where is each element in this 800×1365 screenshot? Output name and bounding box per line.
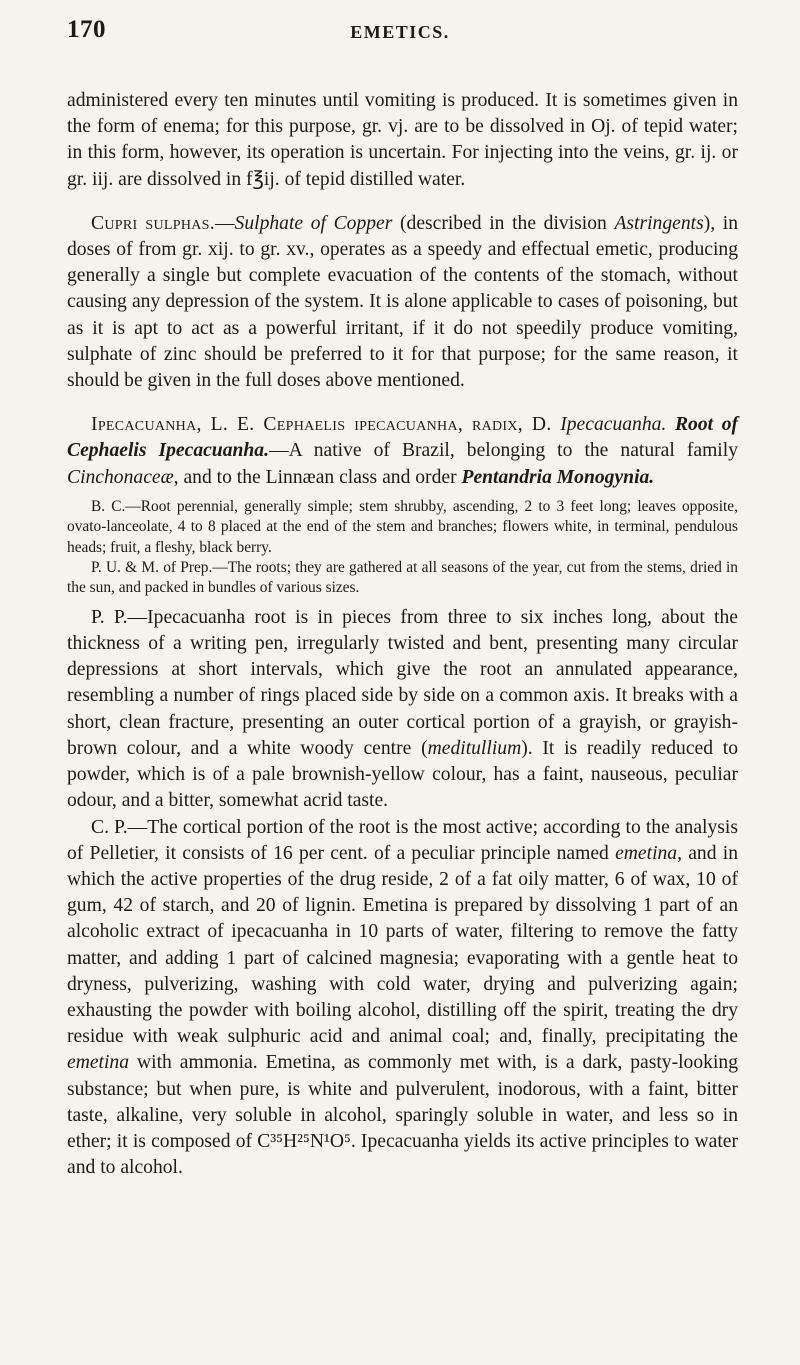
- page-header: [67, 16, 733, 50]
- entry-subtitle: Root of Cephaelis Ipecacuanha.: [67, 414, 739, 462]
- order-name: Pentandria Monogynia.: [461, 466, 655, 488]
- term-emetina: emetina: [67, 1052, 130, 1074]
- term-emetina: emetina: [615, 842, 678, 864]
- preparation-note: P. U. & M. of Prep.—The roots; they are gathered at all seasons of the year, cut from the stems, dried in the sun, and packed in bundles of various sizes.: [67, 559, 738, 597]
- paragraph-physical-properties: P. P.—Ipecacuanha root is in pieces from three to six inches long, about the thickness of a writing pen, irregularly twisted and bent, presenting many circular depressions at short intervals, which give the root an annulated appearance, resembling a number of rings placed side by side on a common axis. It breaks with a short, clean fracture, presenting an outer cortical portion of a grayish, or grayish-brown colour, and a white woody centre (meditullium). It is readily reduced to powder, which is of a pale brownish-yellow colour, has a faint, nauseous, peculiar odour, and a bitter, somewhat acrid taste.: [67, 606, 738, 812]
- entry-title: Ipecacuanha.: [560, 414, 667, 436]
- entry-title: Sulphate of Copper: [234, 212, 393, 234]
- page-body: [67, 88, 738, 1181]
- entry-heading: Ipecacuanha, L. E. Cephaelis ipecacuanha, radix, D.: [91, 414, 552, 436]
- running-head: EMETICS.: [350, 22, 450, 42]
- paragraph-ipecacuanha: Ipecacuanha, L. E. Cephaelis ipecacuanha, radix, D. Ipecacuanha. Root of Cephaelis Ipecacuanha.—A native of Brazil, belonging to the natural family Cinchonaceæ, and to the Linnæan class and order Pentandria Monogynia.: [67, 414, 739, 488]
- term-meditullium: meditullium: [427, 737, 522, 759]
- paragraph-cupri-sulphas: Cupri sulphas.—Sulphate of Copper (described in the division Astringents), in doses of from gr. xij. to gr. xv., operates as a speedy and effectual emetic, producing generally a single but complete evacuation of the contents of the stomach, without causing any depression of the system. It is alone applicable to cases of poisoning, but as it is apt to act as a powerful irritant, if it do not speedily produce vomiting, sulphate of zinc should be preferred to it for that purpose; for the same reason, it should be given in the full doses above mentioned.: [67, 212, 738, 392]
- division-name: Astringents: [614, 212, 704, 234]
- entry-heading: Cupri sulphas.: [91, 212, 215, 234]
- paragraph-chemical-properties: C. P.—The cortical portion of the root is the most active; according to the analysis of Pelletier, it consists of 16 per cent. of a peculiar principle named emetina, and in which the active properties of the drug reside, 2 of a fat oily matter, 6 of wax, 10 of gum, 42 of starch, and 20 of lignin. Emetina is prepared by dissolving 1 part of an alcoholic extract of ipecacuanha in 10 parts of water, filtering to remove the fatty matter, and adding 1 part of calcined magnesia; evaporating with a gentle heat to dryness, pulverizing, washing with cold water, drying and pulverizing again; exhausting the powder with boiling alcohol, distilling off the spirit, treating the dry residue with weak sulphuric acid and animal coal; and, finally, precipitating the emetina with ammonia. Emetina, as commonly met with, is a dark, pasty-looking substance; but when pure, is white and pulverulent, inodorous, with a faint, bitter taste, alkaline, very soluble in alcohol, sparingly soluble in water, and less so in ether; it is composed of C³⁵H²⁵N¹O⁵. Ipecacuanha yields its active principles to water and to alcohol.: [67, 816, 738, 1179]
- botanical-characters: B. C.—Root perennial, generally simple; stem shrubby, ascending, 2 to 3 feet long; leaves opposite, ovato-lanceolate, 4 to 8 placed at the end of the stem and branches; flowers white, in terminal, pendulous heads; fruit, a fleshy, black berry.: [67, 497, 738, 556]
- family-name: Cinchonaceæ: [67, 466, 174, 488]
- page-number: 170: [67, 16, 106, 43]
- paragraph-continuation: administered every ten minutes until vomiting is produced. It is sometimes given in the form of enema; for this purpose, gr. vj. are to be dissolved in Oj. of tepid water; in this form, however, its operation is uncertain. For injecting into the veins, gr. ij. or gr. iij. are dissolved in f℥ij. of tepid distilled water.: [67, 90, 738, 190]
